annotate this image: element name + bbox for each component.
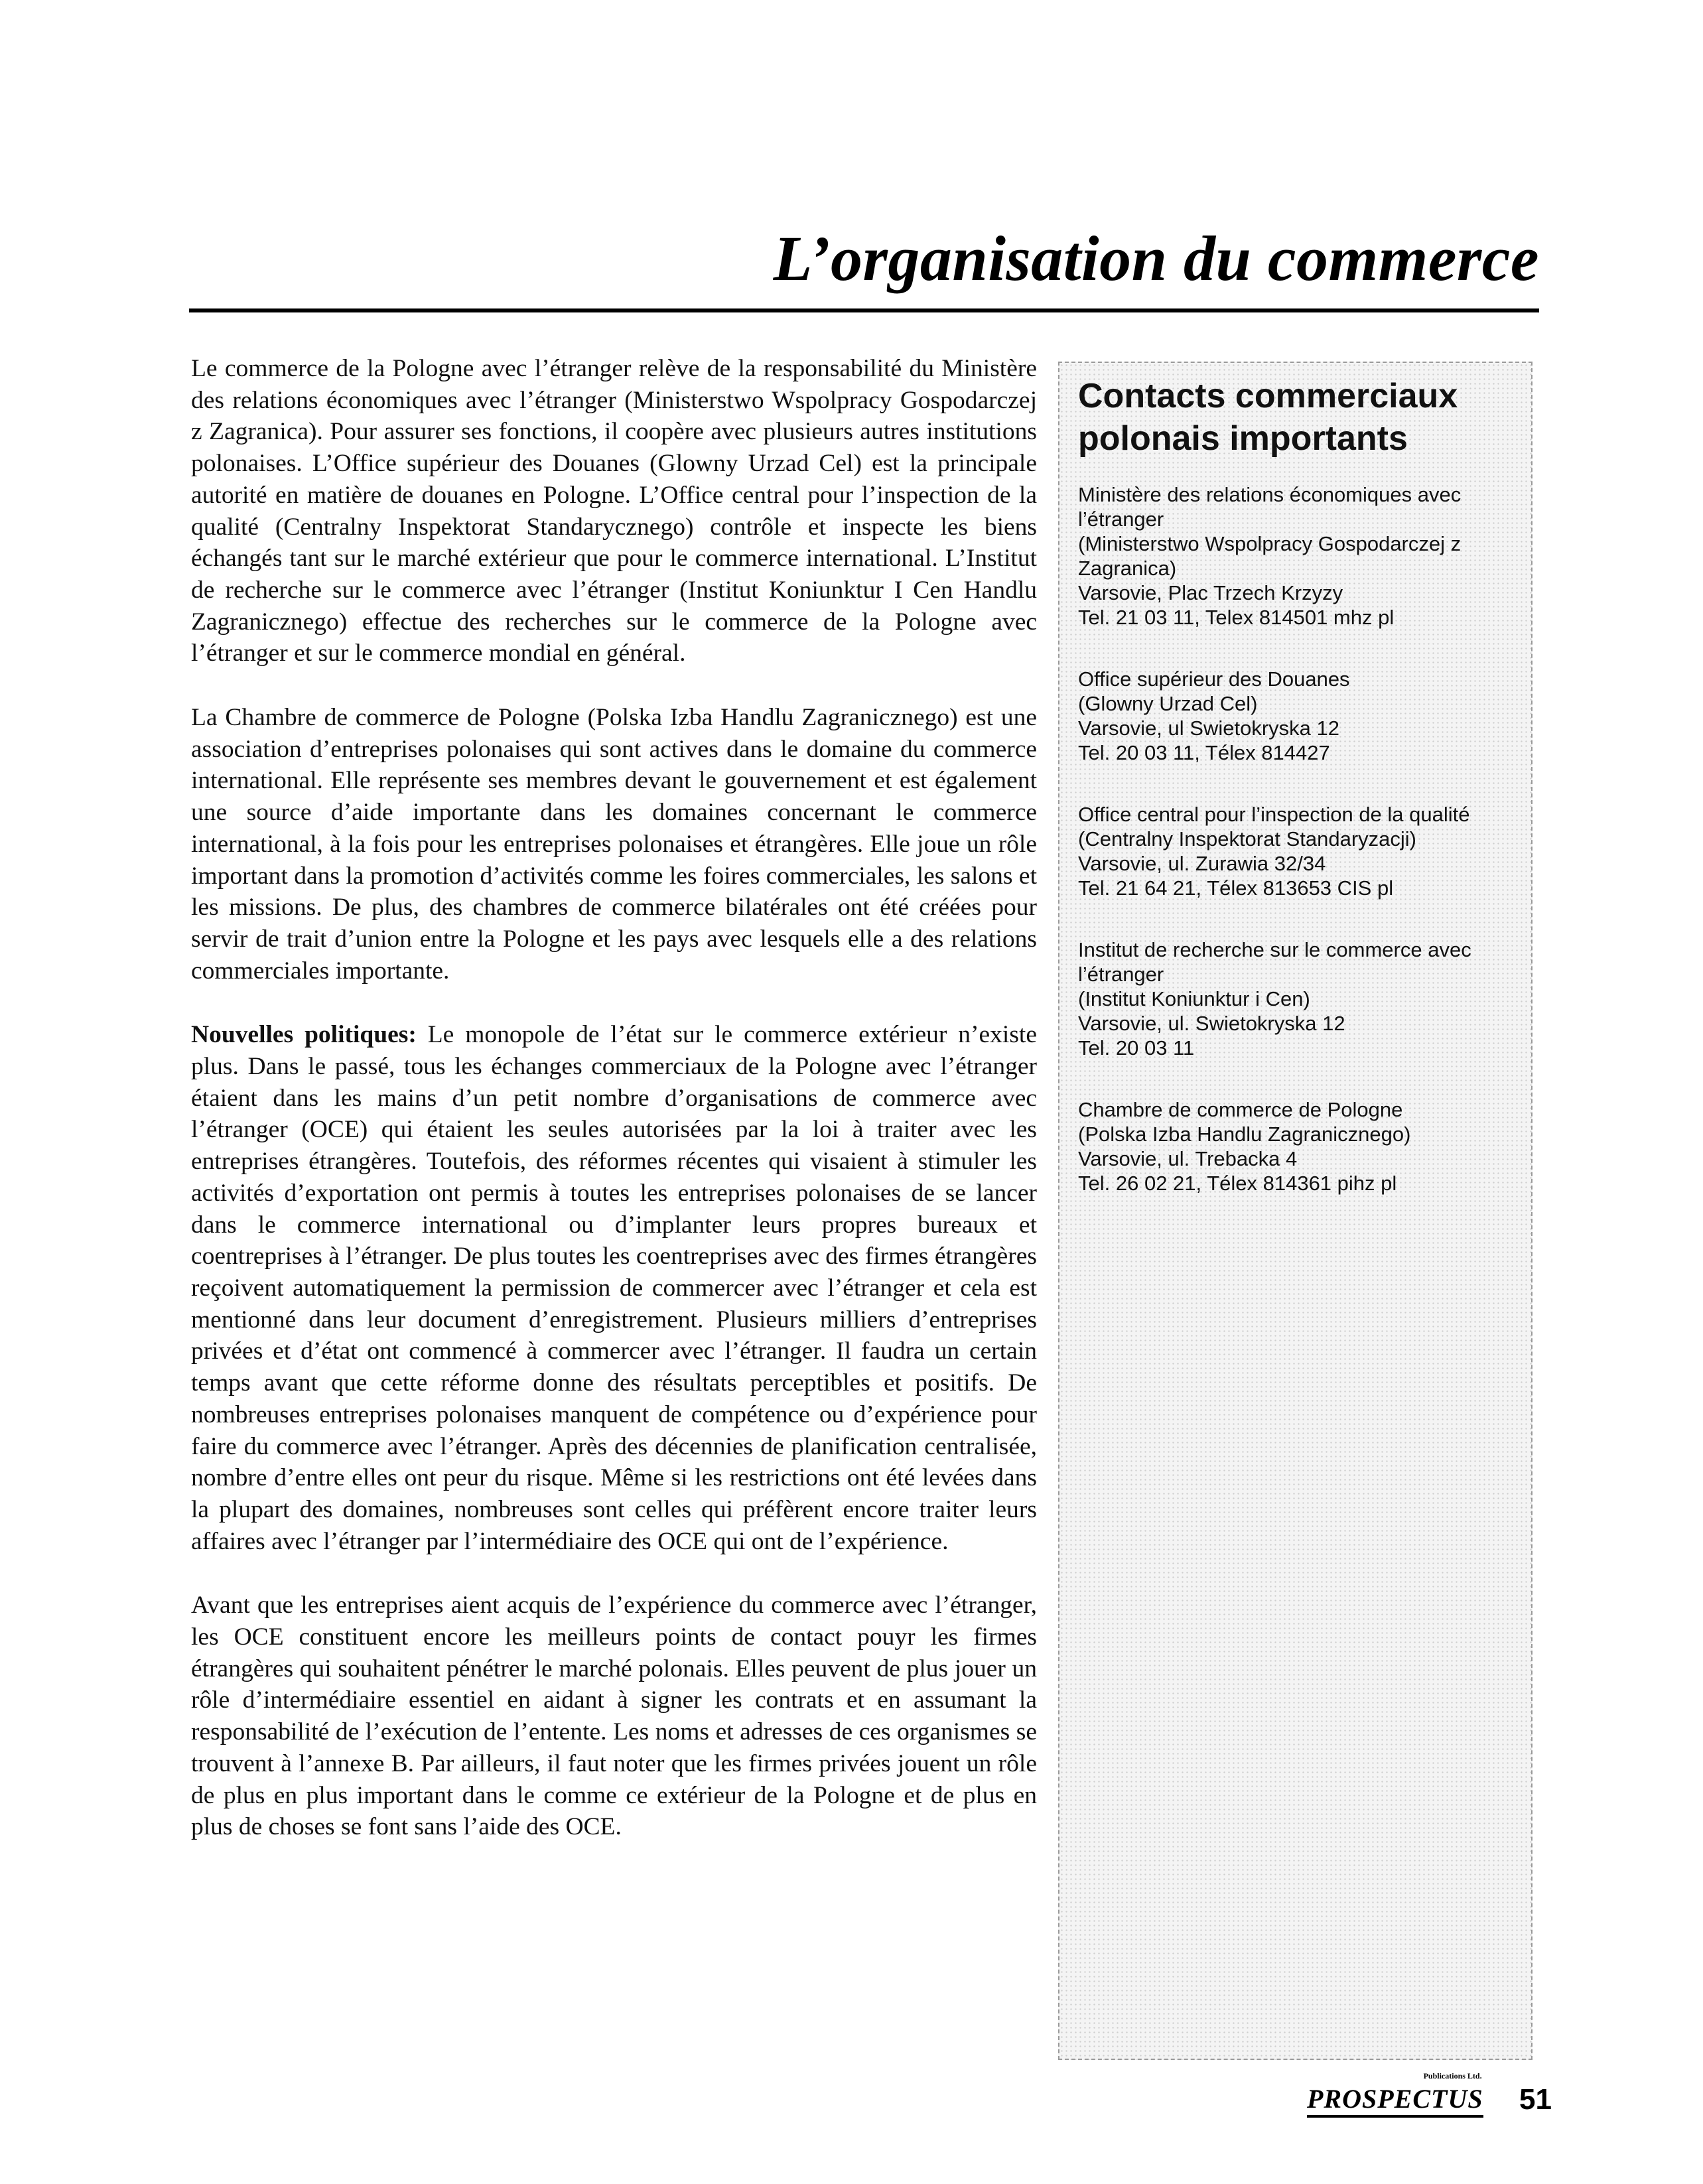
paragraph-lead: Nouvelles politiques:	[191, 1021, 417, 1049]
paragraph-chamber	[191, 702, 1037, 987]
paragraph-text: Le commerce de la Pologne avec l’étranger relève de la responsabilité du Ministère des relations économiques avec l’étranger (Ministerstwo Wspolpracy Gospodarczej z Zagranica). Pour assurer ses fonctions, il coopère avec plusieurs autres institutions polonaises. L’Office supérieur des Douanes (Glowny Urzad Cel) est la principale autorité en matière de douanes en Pologne. L’Office central pour l’inspection de la qualité (Centralny Inspektorat Standarycznego) contrôle et inspecte les biens échangés tant sur le marché extérieur que pour le commerce international. L’Institut de recherche sur le commerce avec l’étranger (Institut Koniunktur I Cen Handlu Zagranicznego) effectue des recherches sur le commerce de la Pologne avec l’étranger et sur le commerce mondial en général.	[191, 355, 1037, 667]
contact-polish-name: (Institut Koniunktur i Cen)	[1078, 987, 1310, 1010]
contact-address: Varsovie, ul Swietokryska 12	[1078, 717, 1339, 740]
paragraph-intro	[191, 353, 1037, 669]
paragraph-text: Avant que les entreprises aient acquis de l’expérience du commerce avec l’étranger, les OCE constituent encore les meilleurs points de contact pouyr les firmes étrangères qui souhaitent pénétrer le marché polonais. Elles peuvent de plus jouer un rôle d’intermédiaire essentiel en aidant à signer les contrats et en assumant la responsabilité de l’exécution de l’entente. Les noms et adresses de ces organismes se trouvent à l’annexe B. Par ailleurs, il faut noter que les firmes privées jouent un rôle de plus en plus important dans le comme ce extérieur de la Pologne et de plus en plus de choses se font sans l’aide des OCE.	[191, 1592, 1037, 1841]
contact-address: Varsovie, ul. Zurawia 32/34	[1078, 852, 1326, 875]
contact-telephone: Tel. 20 03 11, Télex 814427	[1078, 741, 1330, 764]
contact-name: Ministère des relations économiques avec l’étranger	[1078, 483, 1462, 531]
publisher-logo-subtext: Publications Ltd.	[1423, 2071, 1482, 2081]
contact-name: Institut de recherche sur le commerce avec l’étranger	[1078, 938, 1471, 986]
contact-name: Chambre de commerce de Pologne	[1078, 1098, 1403, 1121]
paragraph-oce	[191, 1590, 1037, 1843]
contact-address: Varsovie, Plac Trzech Krzyzy	[1078, 581, 1343, 604]
publisher-logo	[1307, 2071, 1483, 2118]
sidebar-title: Contacts commerciaux polonais importants	[1078, 377, 1458, 458]
contacts-list	[1078, 482, 1523, 1233]
contact-polish-name: (Glowny Urzad Cel)	[1078, 692, 1258, 715]
paragraph-text: Le monopole de l’état sur le commerce extérieur n’existe plus. Dans le passé, tous les échanges commerciaux de la Pologne avec l’étranger étaient dans les mains d’un petit nombre d’organisations de commerce avec l’étranger (OCE) qui étaient les seules autorisées par la loi à traiter avec les entreprises étrangères. Toutefois, des réformes récentes qui visaient à stimuler les activités d’exportation ont permis à toutes les entreprises polonaises de se lancer dans le commerce international ou d’implanter leurs propres bureaux et coentreprises à l’étranger. De plus toutes les coentreprises avec des firmes étrangères reçoivent automatiquement la permission de commercer avec l’étranger et cela est mentionné dans leur document d’enregistrement. Plusieurs milliers d’entreprises privées et d’état ont commencé à commercer avec l’étranger. Il faudra un certain temps avant que cette réforme donne des résultats perceptibles et positifs. De nombreuses entreprises polonaises manquent de compétence ou d’expérience pour faire du commerce avec l’étranger. Après des décennies de planification centralisée, nombre d’entre elles ont peur du risque. Même si les restrictions ont été levées dans la plupart des domaines, nombreuses sont celles qui préfèrent encore traiter leurs affaires avec l’étranger par l’intermédiaire des OCE qui ont de l’expérience.	[191, 1021, 1037, 1555]
contact-entry	[1078, 667, 1523, 765]
contact-telephone: Tel. 20 03 11	[1078, 1036, 1195, 1059]
paragraph-text: La Chambre de commerce de Pologne (Polska Izba Handlu Zagranicznego) est une association d’entreprises polonaises qui sont actives dans le domaine du commerce international. Elle représente ses membres devant le gouvernement et est également une source d’aide importante dans les domaines concernant le commerce international, à la fois pour les entreprises polonaises et étrangères. Elle joue un rôle important dans la promotion d’activités comme les foires commerciales, les salons et les missions. De plus, des chambres de commerce bilatérales ont été créées pour servir de trait d’union entre la Pologne et les pays avec lesquels elle a des relations commerciales importante.	[191, 704, 1037, 985]
contact-telephone: Tel. 26 02 21, Télex 814361 pihz pl	[1078, 1172, 1397, 1195]
contact-address: Varsovie, ul. Trebacka 4	[1078, 1147, 1298, 1170]
contacts-sidebar	[1058, 362, 1533, 2060]
contact-address: Varsovie, ul. Swietokryska 12	[1078, 1012, 1345, 1035]
contact-entry	[1078, 482, 1523, 630]
page-title: L’organisation du commerce	[773, 223, 1539, 294]
contact-polish-name: (Centralny Inspektorat Standaryzacji)	[1078, 827, 1417, 851]
contact-entry	[1078, 937, 1523, 1060]
title-rule	[189, 308, 1539, 312]
contact-entry	[1078, 1097, 1523, 1195]
contact-entry	[1078, 802, 1523, 900]
main-column	[191, 353, 1037, 1876]
publisher-logo-text: PROSPECTUS	[1307, 2084, 1483, 2114]
contact-polish-name: (Polska Izba Handlu Zagranicznego)	[1078, 1123, 1411, 1146]
contact-polish-name: (Ministerstwo Wspolpracy Gospodarczej z Zagranica)	[1078, 532, 1462, 580]
contact-name: Office supérieur des Douanes	[1078, 667, 1350, 691]
contact-name: Office central pour l’inspection de la qualité	[1078, 803, 1470, 826]
contact-telephone: Tel. 21 03 11, Telex 814501 mhz pl	[1078, 606, 1395, 629]
contact-telephone: Tel. 21 64 21, Télex 813653 CIS pl	[1078, 876, 1394, 900]
paragraph-new-policies	[191, 1019, 1037, 1557]
page-number: 51	[1519, 2083, 1552, 2116]
